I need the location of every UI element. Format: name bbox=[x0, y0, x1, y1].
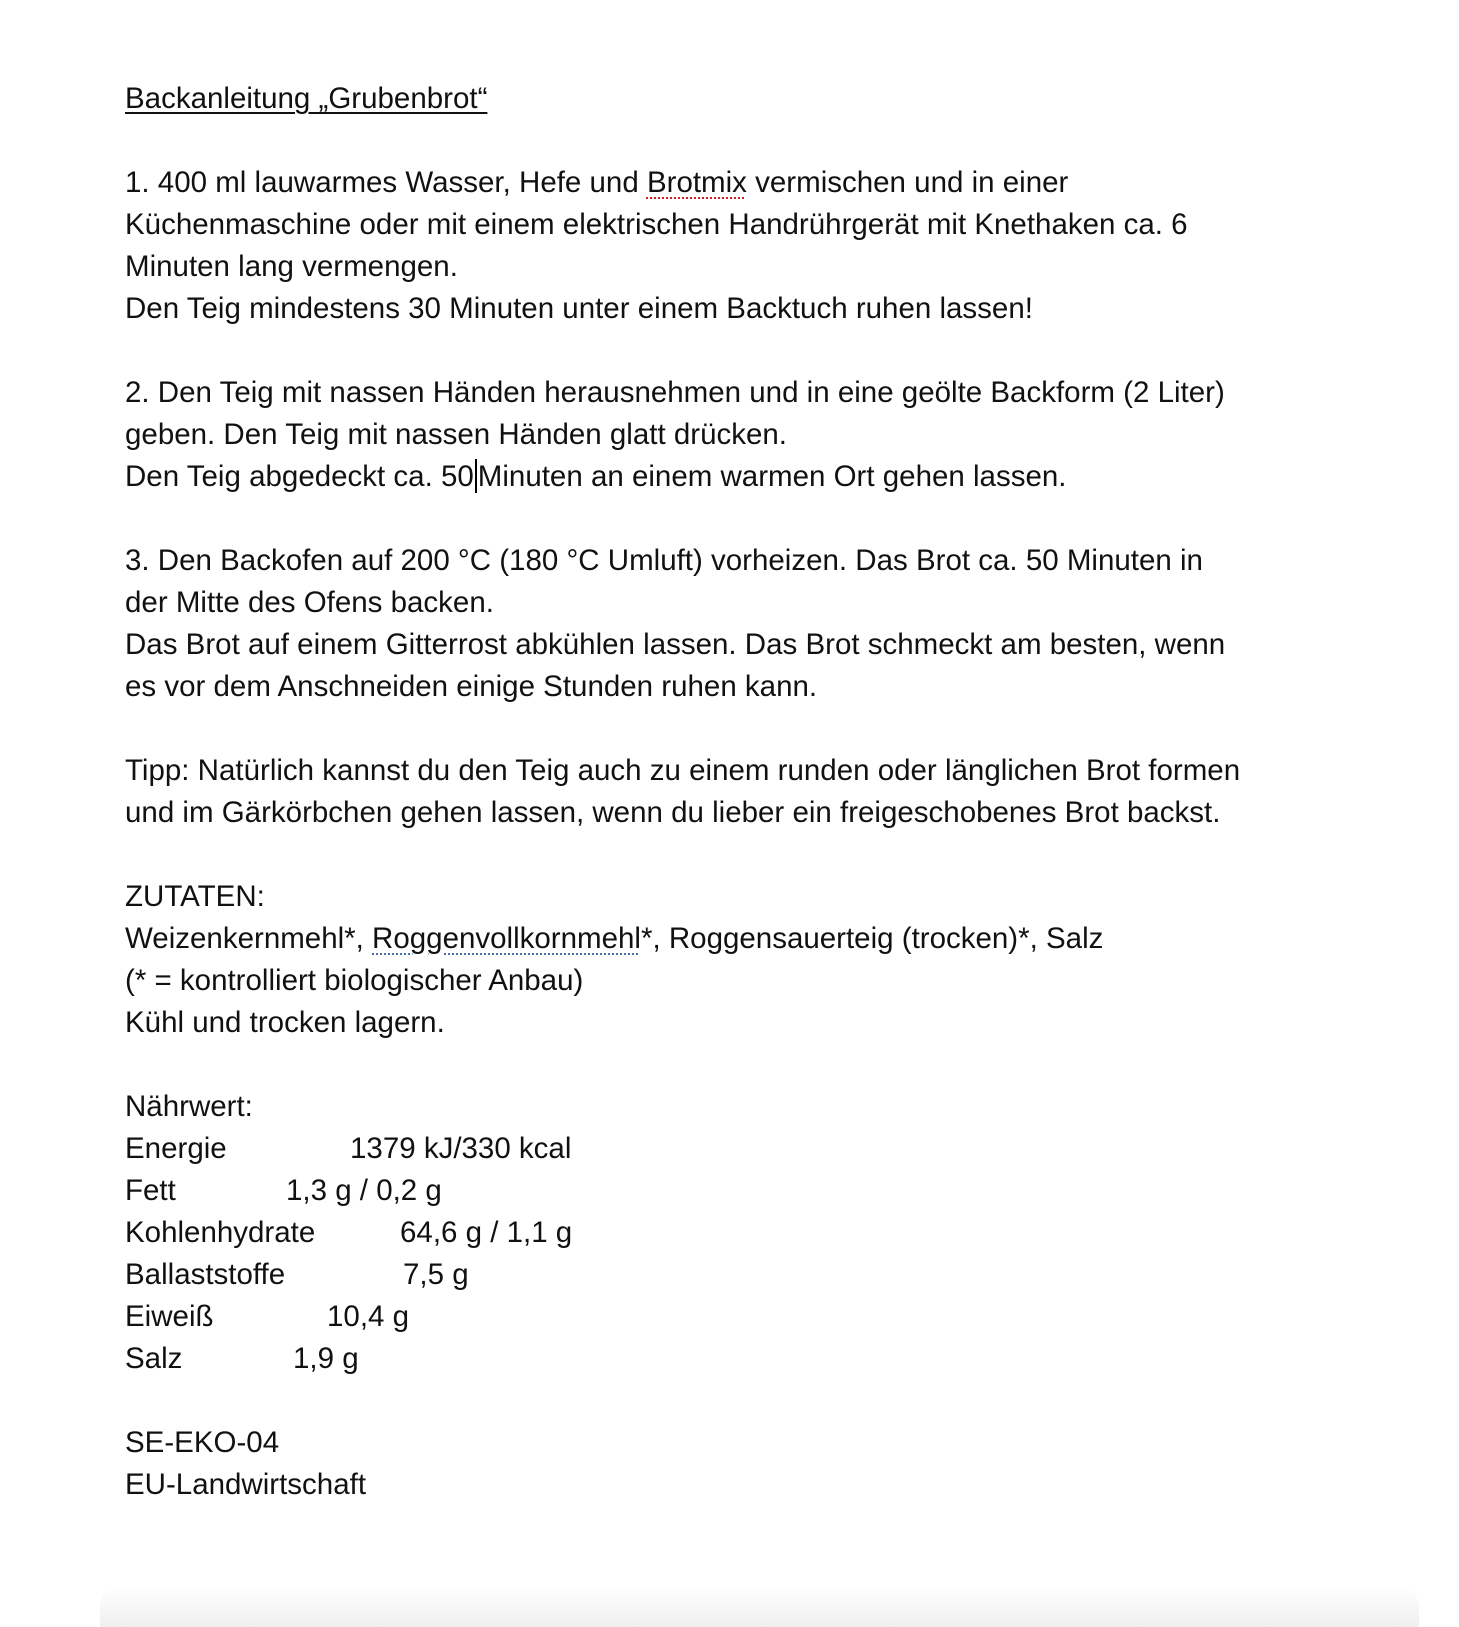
step2-text: Den Teig abgedeckt ca. 50 bbox=[125, 460, 474, 493]
nutrition-value: 7,5 g bbox=[403, 1258, 469, 1291]
tip-line2: und im Gärkörbchen gehen lassen, wenn du lieber ein freigeschobenes Brot backst. bbox=[125, 796, 1221, 829]
certification-origin: EU-Landwirtschaft bbox=[125, 1468, 367, 1501]
nutrition-row bbox=[125, 1128, 1425, 1170]
storage-note: Kühl und trocken lagern. bbox=[125, 1006, 445, 1039]
step1-line3: Minuten lang vermengen. bbox=[125, 250, 458, 283]
nutrition-value: 64,6 g / 1,1 g bbox=[400, 1216, 573, 1249]
step2-line3 bbox=[125, 456, 1425, 498]
step1-line2: Küchenmaschine oder mit einem elektrischen Handrührgerät mit Knethaken ca. 6 bbox=[125, 208, 1188, 241]
step2-line2: geben. Den Teig mit nassen Händen glatt drücken. bbox=[125, 418, 787, 451]
spellcheck-flagged-word[interactable]: Brotmix bbox=[646, 166, 747, 199]
nutrition-row bbox=[125, 1296, 1425, 1338]
nutrition-label: Energie bbox=[125, 1132, 227, 1165]
nutrition-label: Kohlenhydrate bbox=[125, 1216, 316, 1249]
step2-text: Minuten an einem warmen Ort gehen lassen. bbox=[477, 460, 1067, 493]
blank-line bbox=[125, 498, 1425, 540]
blank-line bbox=[125, 834, 1425, 876]
nutrition-row bbox=[125, 1338, 1425, 1380]
step1-text: vermischen und in einer bbox=[746, 166, 1069, 199]
spellcheck-flagged-word[interactable]: Roggenvollkornmehl bbox=[372, 922, 641, 955]
blank-line bbox=[125, 120, 1425, 162]
step3-line4: es vor dem Anschneiden einige Stunden ruhen kann. bbox=[125, 670, 818, 703]
text-cursor bbox=[475, 459, 477, 493]
nutrition-label: Ballaststoffe bbox=[125, 1258, 286, 1291]
nutrition-label: Eiweiß bbox=[125, 1300, 214, 1333]
nutrition-label: Salz bbox=[125, 1342, 183, 1375]
nutrition-value: 10,4 g bbox=[327, 1300, 410, 1333]
nutrition-value: 1,9 g bbox=[293, 1342, 359, 1375]
step3-line2: der Mitte des Ofens backen. bbox=[125, 586, 494, 619]
certification-code: SE-EKO-04 bbox=[125, 1426, 280, 1459]
nutrition-row bbox=[125, 1170, 1425, 1212]
tip-line1: Tipp: Natürlich kannst du den Teig auch zu einem runden oder länglichen Brot formen bbox=[125, 754, 1241, 787]
step3-line3: Das Brot auf einem Gitterrost abkühlen lassen. Das Brot schmeckt am besten, wenn bbox=[125, 628, 1226, 661]
title-text: Backanleitung „Grubenbrot“ bbox=[125, 82, 488, 115]
nutrition-row bbox=[125, 1212, 1425, 1254]
ingredients-note: (* = kontrolliert biologischer Anbau) bbox=[125, 964, 584, 997]
blank-line bbox=[125, 1044, 1425, 1086]
ingredients-list bbox=[125, 918, 1425, 960]
nutrition-value: 1,3 g / 0,2 g bbox=[286, 1174, 442, 1207]
nutrition-label: Fett bbox=[125, 1174, 176, 1207]
step1-line4: Den Teig mindestens 30 Minuten unter einem Backtuch ruhen lassen! bbox=[125, 292, 1033, 325]
blank-line bbox=[125, 330, 1425, 372]
ingredients-text: Weizenkernmehl*, bbox=[125, 922, 373, 955]
nutrition-value: 1379 kJ/330 kcal bbox=[350, 1132, 572, 1165]
blank-line bbox=[125, 1380, 1425, 1422]
document-title bbox=[125, 78, 1425, 120]
document-body[interactable] bbox=[125, 78, 1425, 1506]
step2-line1: 2. Den Teig mit nassen Händen herausnehmen und in eine geölte Backform (2 Liter) bbox=[125, 376, 1225, 409]
step1-text: 1. 400 ml lauwarmes Wasser, Hefe und bbox=[125, 166, 647, 199]
nutrition-heading: Nährwert: bbox=[125, 1090, 253, 1123]
nutrition-row bbox=[125, 1254, 1425, 1296]
step3-line1: 3. Den Backofen auf 200 °C (180 °C Umluft) vorheizen. Das Brot ca. 50 Minuten in bbox=[125, 544, 1203, 577]
ingredients-text: *, Roggensauerteig (trocken)*, Salz bbox=[640, 922, 1104, 955]
page-bottom-shadow bbox=[100, 1587, 1419, 1627]
step1-line1 bbox=[125, 162, 1425, 204]
blank-line bbox=[125, 708, 1425, 750]
ingredients-heading: ZUTATEN: bbox=[125, 880, 265, 913]
